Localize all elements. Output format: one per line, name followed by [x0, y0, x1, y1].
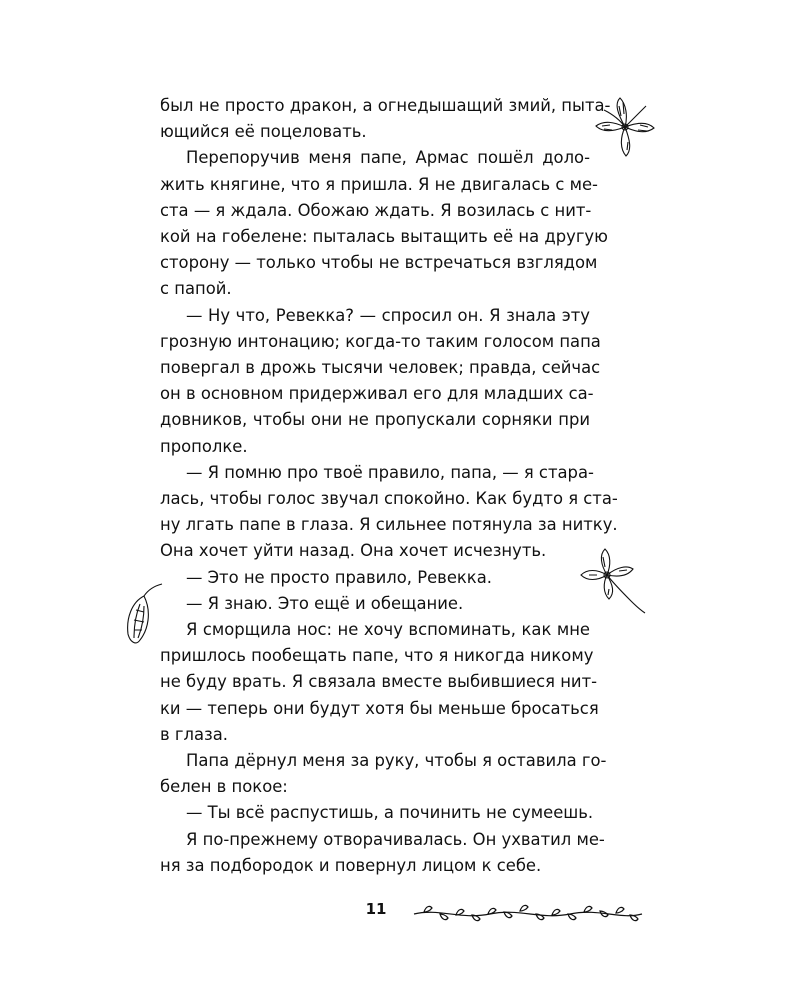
- text-line: — Это не просто правило, Ревекка.: [186, 567, 492, 587]
- flower-sketch-icon: [590, 92, 660, 162]
- bud-sketch-icon: [118, 580, 166, 650]
- text-line: ста — я ждала. Обожаю ждать. Я возилась с нит-: [160, 200, 592, 220]
- body-text: [160, 93, 618, 879]
- text-line: сторону — только чтобы не встречаться взглядом: [160, 253, 598, 273]
- text-line: с папой.: [160, 279, 232, 299]
- text-line: ки — теперь они будут хотя бы меньше бросаться: [160, 698, 599, 718]
- text-line: кой на гобелене: пыталась вытащить её на другую: [160, 227, 608, 247]
- text-line: — Я помню про твоё правило, папа, — я стара-: [186, 462, 594, 482]
- text-line: Я сморщила нос: не хочу вспоминать, как мне: [186, 620, 590, 640]
- text-line: ющийся её поцеловать.: [160, 122, 367, 142]
- text-line: пришлось пообещать папе, что я никогда никому: [160, 646, 594, 666]
- text-line: в глаза.: [160, 724, 228, 744]
- text-line: прополке.: [160, 436, 248, 456]
- text-line: — Я знаю. Это ещё и обещание.: [186, 593, 464, 613]
- text-line: повергал в дрожь тысячи человек; правда, сейчас: [160, 358, 601, 378]
- text-line: Папа дёрнул меня за руку, чтобы я оставила го-: [186, 751, 607, 771]
- text-line: он в основном придерживал его для младших са-: [160, 384, 594, 404]
- text-line: грозную интонацию; когда-то таким голосом папа: [160, 331, 601, 351]
- text-line: жить княгине, что я пришла. Я не двигалась с ме-: [160, 174, 598, 194]
- text-line: белен в покое:: [160, 777, 288, 797]
- text-line: был не просто дракон, а огнедышащий змий, пыта-: [160, 96, 611, 115]
- text-line: — Ну что, Ревекка? — спросил он. Я знала эту: [186, 305, 590, 325]
- text-line: Перепоручив меня папе, Армас пошёл доло-: [186, 148, 590, 168]
- flower-sketch-icon: [575, 545, 650, 615]
- text-line: ну лгать папе в глаза. Я сильнее потянула за нитку.: [160, 515, 618, 535]
- text-line: довников, чтобы они не пропускали сорняки при: [160, 410, 590, 430]
- page-number: 11: [365, 900, 387, 918]
- text-line: Она хочет уйти назад. Она хочет исчезнуть.: [160, 541, 547, 561]
- text-line: Я по-прежнему отворачивалась. Он ухватил ме-: [186, 829, 605, 849]
- text-line: ня за подбородок и повернул лицом к себе.: [160, 855, 542, 875]
- text-line: — Ты всё распустишь, а починить не сумеешь.: [186, 803, 594, 823]
- vine-garland-icon: [410, 900, 645, 928]
- text-line: лась, чтобы голос звучал спокойно. Как будто я ста-: [160, 489, 618, 509]
- text-line: не буду врать. Я связала вместе выбившиеся нит-: [160, 672, 598, 692]
